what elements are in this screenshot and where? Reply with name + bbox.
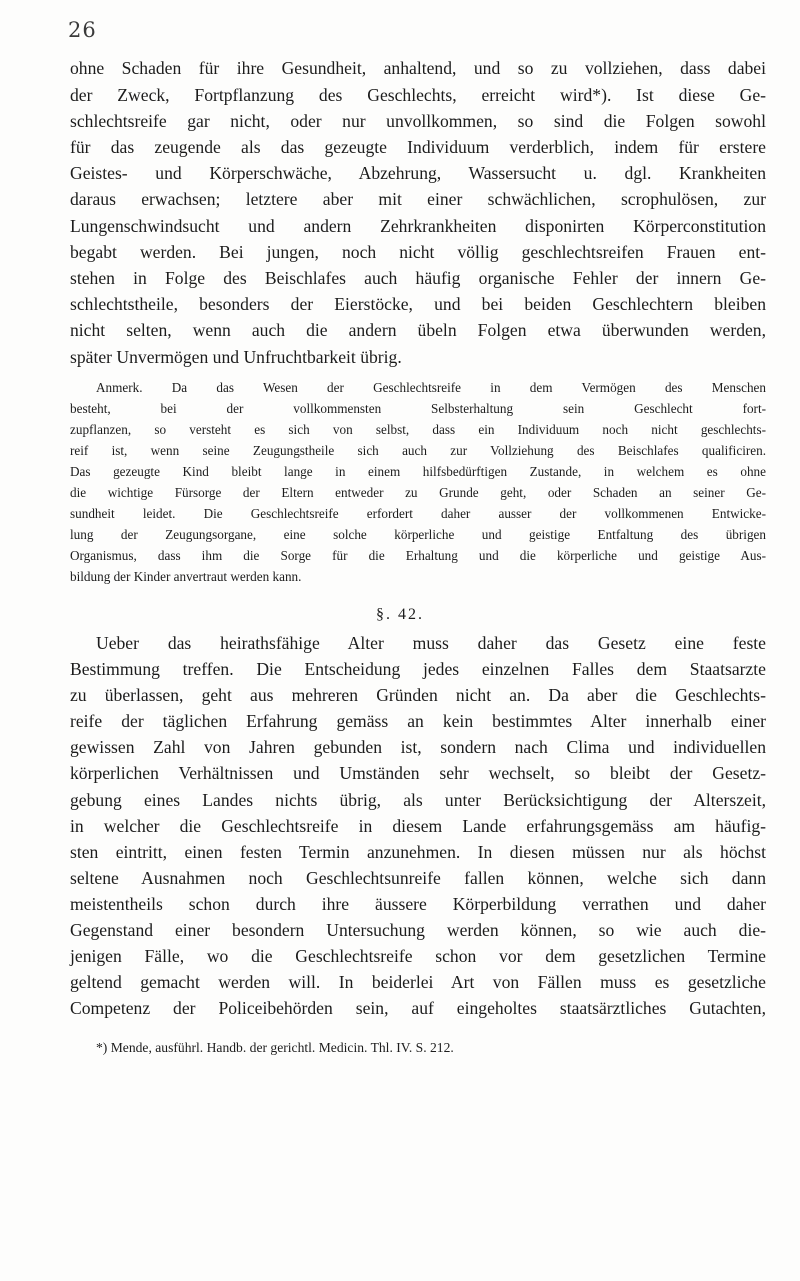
text-line: Bestimmung treffen. Die Entscheidung jedes einzelnen Falles dem Staatsarzte [70,659,766,679]
text-line: gewissen Zahl von Jahren gebunden ist, sondern nach Clima und individuellen [70,737,766,757]
text-line: sten eintritt, einen festen Termin anzunehmen. In diesen müssen nur als höchst [70,842,766,862]
text-line: ohne Schaden für ihre Gesundheit, anhaltend, und so zu vollziehen, dass dabei [70,58,766,78]
text-line: seltene Ausnahmen noch Geschlechtsunreife fallen können, welche sich dann [70,868,766,888]
text-line: in welcher die Geschlechtsreife in diesem Lande erfahrungsgemäss am häufig- [70,816,766,836]
text-line: der Zweck, Fortpflanzung des Geschlechts, erreicht wird*). Ist diese Ge- [70,85,766,105]
text-line: Geistes- und Körperschwäche, Abzehrung, Wassersucht u. dgl. Krankheiten [70,163,766,183]
text-line: meistentheils schon durch ihre äussere Körperbildung verrathen und daher [70,894,766,914]
text-line: schlechtsreife gar nicht, oder nur unvollkommen, so sind die Folgen sowohl [70,111,766,131]
note-line: lung der Zeugungsorgane, eine solche körperliche und geistige Entfaltung des übrigen [70,527,766,542]
note-line: besteht, bei der vollkommensten Selbsterhaltung sein Geschlecht fort- [70,401,766,416]
text-line: nicht selten, wenn auch die andern übeln Folgen etwa überwunden werden, [70,320,766,340]
note-line: reif ist, wenn seine Zeugungstheile sich auch zur Vollziehung des Beischlafes qualificiren. [70,443,766,458]
text-line: jenigen Fälle, wo die Geschlechtsreife schon vor dem gesetzlichen Termine [70,946,766,966]
text-line: Ueber das heirathsfähige Alter muss daher das Gesetz eine feste [96,633,766,653]
text-line: schlechtstheile, besonders der Eierstöcke, und bei beiden Geschlechtern bleiben [70,294,766,314]
text-line: Lungenschwindsucht und andern Zehrkrankheiten disponirten Körperconstitution [70,216,766,236]
text-line: stehen in Folge des Beischlafes auch häufig organische Fehler der innern Ge- [70,268,766,288]
page-number: 26 [68,18,97,42]
text-line: Gegenstand einer besondern Untersuchung werden können, so wie auch die- [70,920,766,940]
note-line: sundheit leidet. Die Geschlechtsreife erfordert daher ausser der vollkommenen Entwicke- [70,506,766,521]
note-line: die wichtige Fürsorge der Eltern entweder zu Grunde geht, oder Schaden an seiner Ge- [70,485,766,500]
note-line: zupflanzen, so versteht es sich von selbst, dass ein Individuum noch nicht geschlechts- [70,422,766,437]
note-line: Anmerk. Da das Wesen der Geschlechtsreife in dem Vermögen des Menschen [96,380,766,395]
text-line: zu überlassen, geht aus mehreren Gründen nicht an. Da aber die Geschlechts- [70,685,766,705]
section-heading: §. 42. [376,606,424,623]
text-line: für das zeugende als das gezeugte Individuum verderblich, indem für erstere [70,137,766,157]
text-line: reife der täglichen Erfahrung gemäss an kein bestimmtes Alter innerhalb einer [70,711,766,731]
text-line: später Unvermögen und Unfruchtbarkeit übrig. [70,347,402,367]
note-line: Organismus, dass ihm die Sorge für die Erhaltung und die körperliche und geistige Aus- [70,548,766,563]
text-line: gebung eines Landes nichts übrig, als unter Berücksichtigung der Alterszeit, [70,790,766,810]
text-line: geltend gemacht werden will. In beiderlei Art von Fällen muss es gesetzliche [70,972,766,992]
text-line: körperlichen Verhältnissen und Umständen sehr wechselt, so bleibt der Gesetz- [70,763,766,783]
note-line: bildung der Kinder anvertraut werden kann. [70,569,302,584]
text-line: daraus erwachsen; letztere aber mit einer schwächlichen, scrophulösen, zur [70,189,766,209]
note-line: Das gezeugte Kind bleibt lange in einem hilfsbedürftigen Zustande, in welchem es ohne [70,464,766,479]
text-line: begabt werden. Bei jungen, noch nicht völlig geschlechtsreifen Frauen ent- [70,242,766,262]
text-line: Competenz der Policeibehörden sein, auf eingeholtes staatsärztliches Gutachten, [70,998,766,1018]
footnote: *) Mende, ausführl. Handb. der gerichtl. Medicin. Thl. IV. S. 212. [96,1040,454,1055]
